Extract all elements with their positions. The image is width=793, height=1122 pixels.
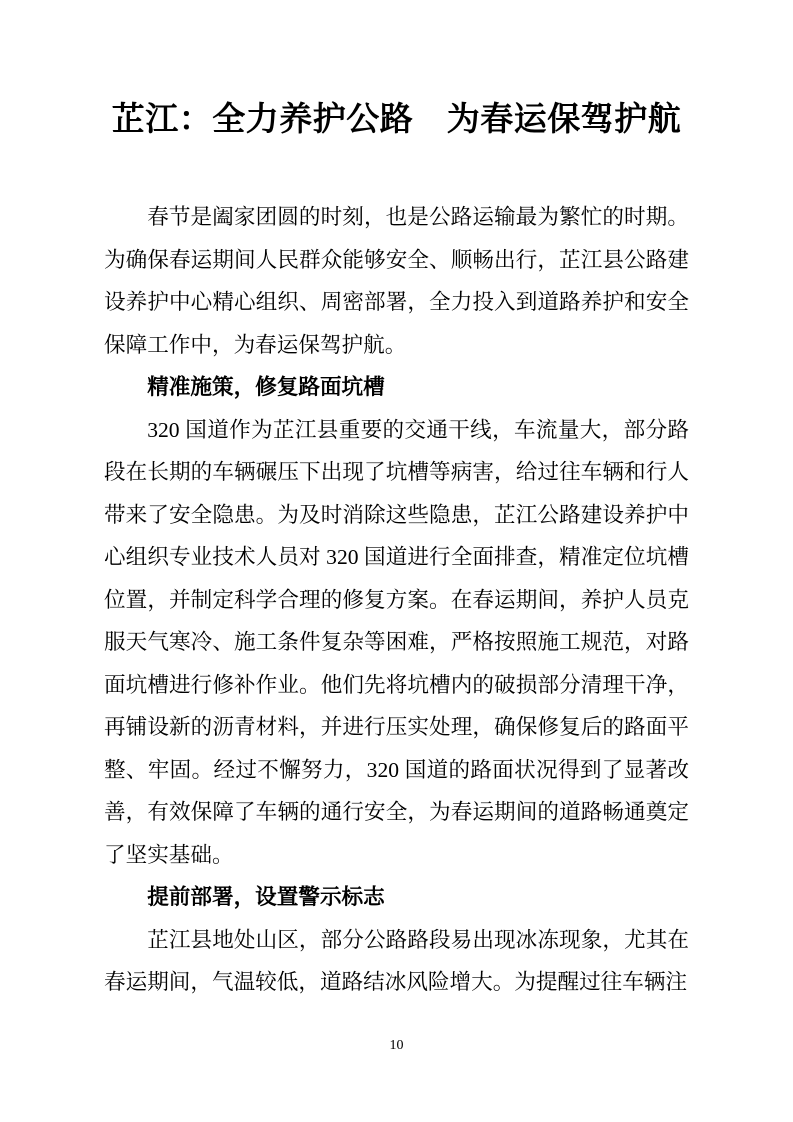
paragraph-pothole-repair: 320 国道作为芷江县重要的交通干线，车流量大，部分路段在长期的车辆碾压下出现了坑槽等病害，给过往车辆和行人带来了安全隐患。为及时消除这些隐患，芷江公路建设养护中心组织专业技术人员对 320 国道进行全面排查，精准定位坑槽位置，并制定科学合理的修复方案。在春运期间，养护人员克服天气寒冷、施工条件复杂等困难，严格按照施工规范，对路面坑槽进行修补作业。他们先将坑槽内的破损部分清理干净，再铺设新的沥青材料，并进行压实处理，确保修复后的路面平整、牢固。经过不懈努力，320 国道的路面状况得到了显著改善，有效保障了车辆的通行安全，为春运期间的道路畅通奠定了坚实基础。 <box>104 417 689 867</box>
section-heading-warning-signs: 提前部署，设置警示标志 <box>147 885 385 909</box>
page-number: 10 <box>389 1038 404 1053</box>
section-heading-pothole-repair: 精准施策，修复路面坑槽 <box>147 375 385 399</box>
paragraph-intro: 春节是阖家团圆的时刻，也是公路运输最为繁忙的时期。为确保春运期间人民群众能够安全、顺畅出行，芷江县公路建设养护中心精心组织、周密部署，全力投入到道路养护和安全保障工作中，为春运保驾护航。 <box>104 205 689 357</box>
paragraph-warning-signs: 芷江县地处山区，部分公路路段易出现冰冻现象，尤其在春运期间，气温较低，道路结冰风险增大。为提醒过往车辆注 <box>104 927 689 994</box>
document-body <box>104 196 689 1004</box>
document-title: 芷江：全力养护公路 为春运保驾护航 <box>111 102 682 138</box>
